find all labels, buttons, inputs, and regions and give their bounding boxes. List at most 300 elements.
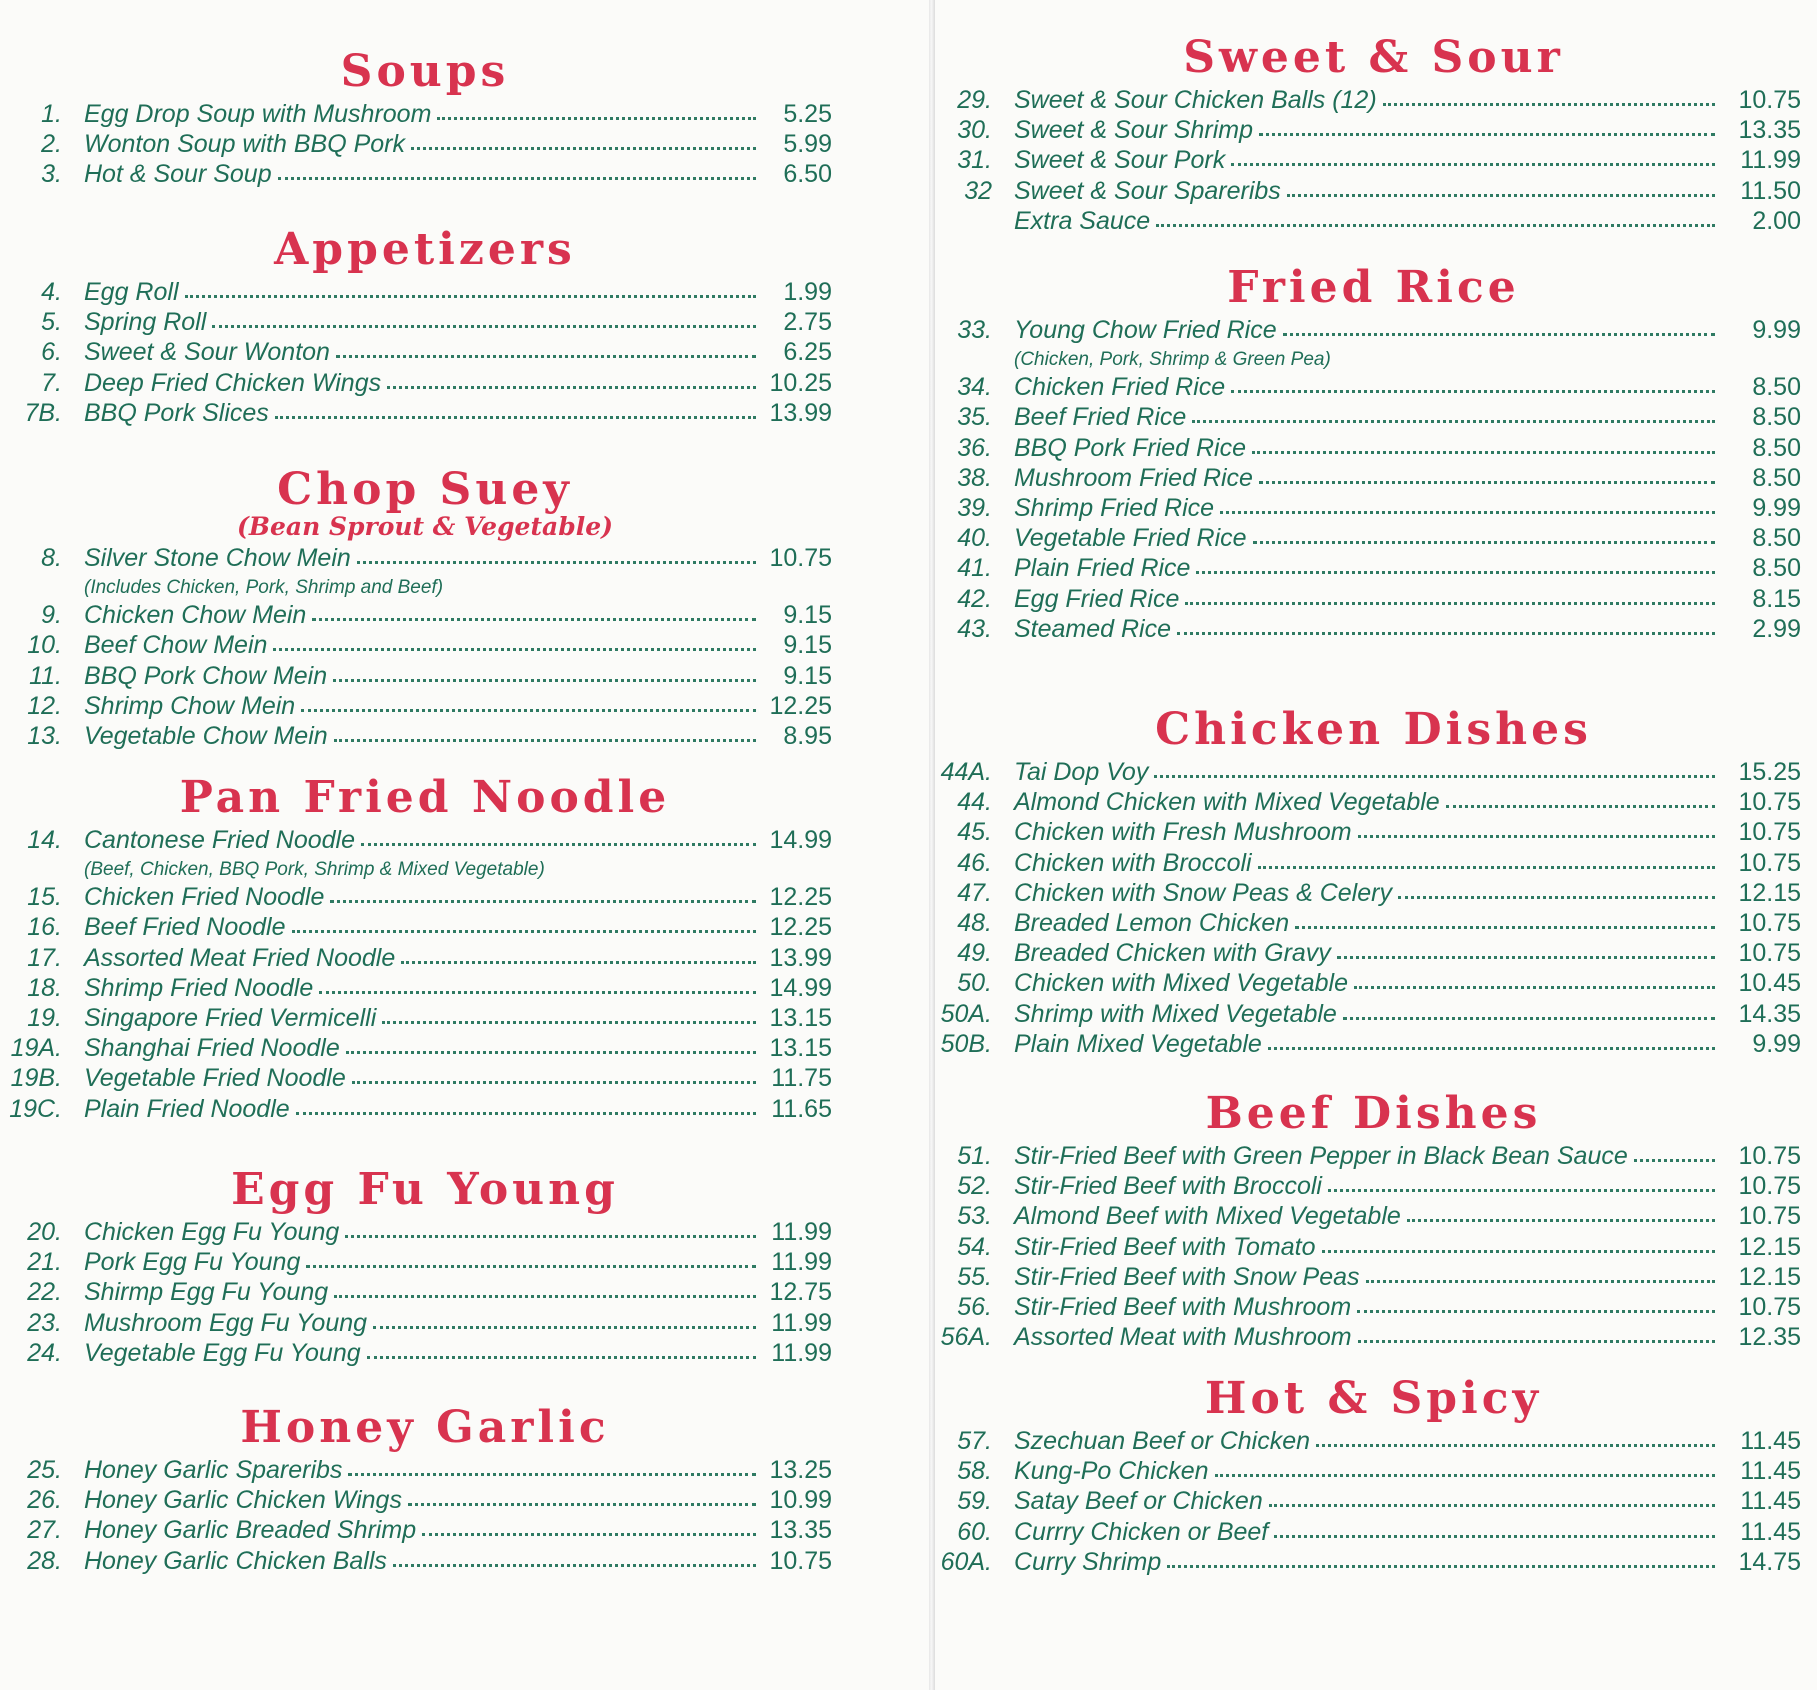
dot-leader xyxy=(1231,386,1715,393)
item-price: 12.25 xyxy=(769,883,832,912)
item-name: Chicken with Broccoli xyxy=(1014,848,1252,877)
menu-item xyxy=(930,1518,1801,1548)
item-number: 12. xyxy=(27,691,62,720)
item-name: Wonton Soup with BBQ Pork xyxy=(84,130,405,159)
menu-item xyxy=(930,1548,1801,1578)
section-soups xyxy=(0,46,850,191)
item-name: Almond Chicken with Mixed Vegetable xyxy=(1014,788,1440,817)
item-price: 10.75 xyxy=(769,1546,832,1575)
item-number: 56A. xyxy=(940,1323,992,1352)
dot-leader xyxy=(319,987,756,994)
item-number: 50. xyxy=(957,969,992,998)
item-name: Stir-Fried Beef with Snow Peas xyxy=(1014,1262,1360,1291)
item-number: 49. xyxy=(957,939,992,968)
item-name: Honey Garlic Chicken Balls xyxy=(84,1546,387,1575)
item-price: 10.75 xyxy=(1738,1172,1801,1201)
item-number: 52. xyxy=(957,1172,992,1201)
item-price: 5.25 xyxy=(783,100,832,128)
item-name: Sweet & Sour Spareribs xyxy=(1014,176,1281,205)
menu-item xyxy=(930,403,1801,433)
dot-leader xyxy=(292,926,756,933)
item-name: Honey Garlic Breaded Shrimp xyxy=(84,1516,417,1545)
item-list xyxy=(0,278,832,429)
dot-leader xyxy=(301,705,756,712)
item-price: 10.75 xyxy=(1738,939,1801,968)
item-price: 8.95 xyxy=(783,721,832,750)
dot-leader xyxy=(1358,831,1715,838)
item-list xyxy=(0,1218,832,1369)
dot-leader xyxy=(336,351,756,358)
item-price: 8.50 xyxy=(1752,403,1801,432)
menu-item xyxy=(930,758,1801,788)
item-number: 7. xyxy=(41,368,62,397)
dot-leader xyxy=(1268,1043,1715,1050)
item-note: (Chicken, Pork, Shrimp & Green Pea) xyxy=(1014,349,1331,371)
item-number: 55. xyxy=(957,1262,992,1291)
item-list xyxy=(0,100,832,191)
dot-leader xyxy=(1358,1336,1715,1343)
menu-item xyxy=(0,1278,832,1308)
item-number: 5. xyxy=(41,308,62,337)
dot-leader xyxy=(1231,159,1715,166)
item-name: Currry Chicken or Beef xyxy=(1014,1517,1269,1546)
item-price: 13.35 xyxy=(1738,116,1801,145)
item-name: Stir-Fried Beef with Tomato xyxy=(1014,1232,1316,1261)
dot-leader xyxy=(1185,598,1715,605)
dot-leader xyxy=(1398,892,1715,899)
dot-leader xyxy=(1259,129,1715,136)
menu-item xyxy=(0,1486,832,1516)
menu-item xyxy=(930,146,1801,176)
item-name: BBQ Pork Chow Mein xyxy=(84,661,328,690)
menu-item xyxy=(930,909,1801,939)
menu-item xyxy=(0,369,832,399)
menu-item xyxy=(0,944,832,974)
item-number: 27. xyxy=(27,1516,62,1545)
item-name: Beef Chow Mein xyxy=(84,631,268,660)
item-price: 13.99 xyxy=(769,943,832,972)
dot-leader xyxy=(1337,952,1715,959)
item-name: Chicken with Fresh Mushroom xyxy=(1014,818,1352,847)
section-heading: Soups xyxy=(340,46,510,97)
menu-item xyxy=(0,1516,832,1546)
dot-leader xyxy=(357,557,756,564)
item-name: Plain Mixed Vegetable xyxy=(1014,1029,1262,1058)
dot-leader xyxy=(312,614,756,621)
item-price: 10.75 xyxy=(769,544,832,572)
item-name: Plain Fried Noodle xyxy=(84,1094,290,1123)
dot-leader xyxy=(1253,537,1715,544)
item-name: Young Chow Fried Rice xyxy=(1014,316,1277,344)
item-price: 11.99 xyxy=(771,1308,832,1337)
menu-item xyxy=(930,1142,1801,1172)
dot-leader xyxy=(275,412,756,419)
item-number: 50B. xyxy=(940,1029,992,1058)
item-price: 9.15 xyxy=(783,601,832,630)
menu-item xyxy=(0,160,832,190)
item-price: 14.99 xyxy=(769,973,832,1002)
item-price: 6.25 xyxy=(783,338,832,367)
dot-leader xyxy=(346,1047,756,1054)
item-price: 9.99 xyxy=(1752,316,1801,344)
item-name: Assorted Meat Fried Noodle xyxy=(84,943,396,972)
item-name: Cantonese Fried Noodle xyxy=(84,826,355,854)
item-number: 34. xyxy=(957,373,992,402)
item-number: 56. xyxy=(957,1292,992,1321)
item-price: 12.35 xyxy=(1738,1323,1801,1352)
menu-item xyxy=(930,524,1801,554)
item-number: 8. xyxy=(41,544,62,572)
item-list xyxy=(930,316,1801,645)
menu-item xyxy=(930,1172,1801,1202)
section-honey-garlic xyxy=(0,1402,850,1577)
item-number: 6. xyxy=(41,338,62,367)
section-pan-fried-noodle xyxy=(0,772,850,1125)
menu-item xyxy=(930,1030,1801,1060)
item-number: 48. xyxy=(957,908,992,937)
item-price: 10.45 xyxy=(1738,969,1801,998)
menu-item xyxy=(0,1248,832,1278)
item-number: 9. xyxy=(41,601,62,630)
item-price: 10.75 xyxy=(1738,86,1801,114)
item-number: 19C. xyxy=(9,1094,62,1123)
dot-leader xyxy=(1156,220,1715,227)
menu-item xyxy=(930,554,1801,584)
item-number: 1. xyxy=(41,100,62,128)
item-price: 12.15 xyxy=(1738,878,1801,907)
item-name: Kung-Po Chicken xyxy=(1014,1457,1209,1486)
item-name: Shirmp Egg Fu Young xyxy=(84,1278,329,1307)
dot-leader xyxy=(1177,628,1715,635)
item-number: 57. xyxy=(957,1427,992,1455)
item-price: 8.50 xyxy=(1752,554,1801,583)
menu-item xyxy=(930,939,1801,969)
item-number: 7B. xyxy=(24,398,62,427)
item-number: 35. xyxy=(957,403,992,432)
dot-leader xyxy=(1283,329,1715,336)
menu-item xyxy=(930,1000,1801,1030)
item-price: 5.99 xyxy=(783,130,832,159)
item-name: Stir-Fried Beef with Green Pepper in Black Bean Sauce xyxy=(1014,1142,1628,1170)
dot-leader xyxy=(1357,1306,1715,1313)
item-price: 9.15 xyxy=(783,661,832,690)
menu-item xyxy=(0,338,832,368)
dot-leader xyxy=(273,644,756,651)
item-price: 9.15 xyxy=(783,631,832,660)
item-name: Chicken Fried Rice xyxy=(1014,373,1226,402)
item-price: 8.15 xyxy=(1752,584,1801,613)
dot-leader xyxy=(1343,1013,1715,1020)
dot-leader xyxy=(1154,771,1715,778)
menu-item xyxy=(930,434,1801,464)
item-price: 10.75 xyxy=(1738,1142,1801,1170)
item-name: Stir-Fried Beef with Broccoli xyxy=(1014,1172,1322,1201)
item-number: 42. xyxy=(957,584,992,613)
item-name: Egg Roll xyxy=(84,278,179,306)
item-name: Sweet & Sour Wonton xyxy=(84,338,330,367)
item-number: 51. xyxy=(957,1142,992,1170)
dot-leader xyxy=(1328,1185,1715,1192)
item-name: Plain Fried Rice xyxy=(1014,554,1191,583)
menu-item xyxy=(930,494,1801,524)
menu-item xyxy=(930,316,1801,346)
item-list xyxy=(930,86,1801,237)
menu-item xyxy=(930,1293,1801,1323)
dot-leader xyxy=(185,291,757,298)
item-number: 46. xyxy=(957,848,992,877)
menu-item xyxy=(930,1427,1801,1457)
dot-leader xyxy=(1295,922,1715,929)
item-number: 47. xyxy=(957,878,992,907)
item-number: 2. xyxy=(41,130,62,159)
item-price: 10.75 xyxy=(1738,908,1801,937)
section-heading: Beef Dishes xyxy=(1205,1088,1542,1139)
item-number: 31. xyxy=(957,146,992,175)
item-name: Honey Garlic Spareribs xyxy=(84,1456,343,1484)
item-name: Breaded Chicken with Gravy xyxy=(1014,939,1331,968)
item-name: Mushroom Fried Rice xyxy=(1014,463,1253,492)
item-name: Satay Beef or Chicken xyxy=(1014,1487,1263,1516)
item-name: Shanghai Fried Noodle xyxy=(84,1034,340,1063)
item-number: 22. xyxy=(27,1278,62,1307)
item-name: Steamed Rice xyxy=(1014,614,1172,643)
menu-item xyxy=(0,826,832,856)
item-name: Pork Egg Fu Young xyxy=(84,1248,301,1277)
item-price: 12.75 xyxy=(769,1278,832,1307)
item-price: 2.00 xyxy=(1752,206,1801,235)
item-number: 29. xyxy=(957,86,992,114)
item-number: 53. xyxy=(957,1202,992,1231)
dot-leader xyxy=(1258,862,1715,869)
item-number: 18. xyxy=(27,973,62,1002)
menu-item xyxy=(0,883,832,913)
item-name: BBQ Pork Fried Rice xyxy=(1014,433,1247,462)
item-number: 43. xyxy=(957,614,992,643)
dot-leader xyxy=(373,1322,756,1329)
item-list xyxy=(930,1427,1801,1578)
item-list xyxy=(930,758,1801,1060)
dot-leader xyxy=(1446,801,1715,808)
menu-item xyxy=(0,1547,832,1577)
item-price: 2.99 xyxy=(1752,614,1801,643)
section-fried-rice xyxy=(930,262,1817,645)
item-price: 12.25 xyxy=(769,691,832,720)
item-number: 21. xyxy=(27,1248,62,1277)
item-price: 12.25 xyxy=(769,913,832,942)
item-number: 33. xyxy=(957,316,992,344)
item-price: 13.15 xyxy=(769,1034,832,1063)
item-note: (Includes Chicken, Pork, Shrimp and Beef) xyxy=(84,577,444,599)
item-list xyxy=(930,1142,1801,1353)
menu-item xyxy=(930,1487,1801,1517)
section-appetizers xyxy=(0,224,850,429)
dot-leader xyxy=(334,1291,756,1298)
item-price: 14.35 xyxy=(1738,999,1801,1028)
menu-item xyxy=(0,1456,832,1486)
item-name: Vegetable Fried Noodle xyxy=(84,1064,346,1093)
item-price: 13.25 xyxy=(769,1456,832,1484)
section-beef-dishes xyxy=(930,1088,1817,1353)
dot-leader xyxy=(1287,190,1715,197)
item-number: 17. xyxy=(27,943,62,972)
menu-item xyxy=(0,1339,832,1369)
item-price: 1.99 xyxy=(783,278,832,306)
item-price: 6.50 xyxy=(783,160,832,189)
item-number: 30. xyxy=(957,116,992,145)
menu-item xyxy=(0,1218,832,1248)
item-name: Chicken Chow Mein xyxy=(84,601,307,630)
item-price: 14.75 xyxy=(1738,1547,1801,1576)
item-price: 11.50 xyxy=(1740,176,1801,205)
item-price: 11.65 xyxy=(771,1094,832,1123)
item-name: Almond Beef with Mixed Vegetable xyxy=(1014,1202,1401,1231)
item-number: 39. xyxy=(957,493,992,522)
item-name: Breaded Lemon Chicken xyxy=(1014,908,1290,937)
item-price: 10.99 xyxy=(769,1486,832,1515)
item-name: Beef Fried Rice xyxy=(1014,403,1187,432)
item-price: 11.45 xyxy=(1740,1517,1801,1546)
menu-item xyxy=(0,601,832,631)
section-heading: Honey Garlic xyxy=(240,1402,610,1453)
dot-leader xyxy=(1269,1500,1715,1507)
item-list xyxy=(0,826,832,1125)
item-number: 36. xyxy=(957,433,992,462)
dot-leader xyxy=(382,1017,756,1024)
item-price: 11.99 xyxy=(771,1248,832,1277)
section-heading: Hot & Spicy xyxy=(1204,1373,1543,1424)
item-name: Chicken Fried Noodle xyxy=(84,883,325,912)
item-name: Curry Shrimp xyxy=(1014,1547,1162,1576)
menu-item xyxy=(930,373,1801,403)
menu-item xyxy=(930,116,1801,146)
item-name: Egg Fried Rice xyxy=(1014,584,1180,613)
item-name: Chicken with Snow Peas & Celery xyxy=(1014,878,1392,907)
item-number: 45. xyxy=(957,818,992,847)
item-price: 11.45 xyxy=(1740,1457,1801,1486)
item-price: 8.50 xyxy=(1752,524,1801,553)
item-price: 11.99 xyxy=(771,1218,832,1246)
item-number: 38. xyxy=(957,463,992,492)
dot-leader xyxy=(348,1469,756,1476)
item-name: Extra Sauce xyxy=(1014,206,1151,235)
item-number: 10. xyxy=(27,631,62,660)
item-name: Beef Fried Noodle xyxy=(84,913,286,942)
item-number: 3. xyxy=(41,160,62,189)
item-number: 14. xyxy=(27,826,62,854)
item-price: 8.50 xyxy=(1752,373,1801,402)
item-price: 11.99 xyxy=(1740,146,1801,175)
item-price: 11.45 xyxy=(1740,1487,1801,1516)
dot-leader xyxy=(1366,1276,1715,1283)
menu-item xyxy=(930,1233,1801,1263)
item-name: Vegetable Fried Rice xyxy=(1014,524,1247,553)
dot-leader xyxy=(387,382,756,389)
section-hot-spicy xyxy=(930,1373,1817,1578)
item-price: 13.15 xyxy=(769,1003,832,1032)
dot-leader xyxy=(345,1231,756,1238)
menu-item xyxy=(930,879,1801,909)
menu-item xyxy=(0,399,832,429)
dot-leader xyxy=(408,1499,756,1506)
item-price: 9.99 xyxy=(1752,493,1801,522)
section-chop-suey xyxy=(0,464,850,752)
dot-leader xyxy=(1220,507,1715,514)
menu-item xyxy=(930,1323,1801,1353)
dot-leader xyxy=(1634,1155,1715,1162)
dot-leader xyxy=(334,735,756,742)
item-note: (Beef, Chicken, BBQ Pork, Shrimp & Mixed Vegetable) xyxy=(84,859,545,881)
dot-leader xyxy=(296,1108,756,1115)
item-name: Shrimp Fried Rice xyxy=(1014,493,1215,522)
section-heading: Appetizers xyxy=(274,224,576,275)
menu-item xyxy=(0,662,832,692)
item-price: 10.75 xyxy=(1738,818,1801,847)
menu-item xyxy=(930,788,1801,818)
item-name: Shrimp with Mixed Vegetable xyxy=(1014,999,1337,1028)
menu-item xyxy=(930,207,1801,237)
dot-leader xyxy=(306,1261,756,1268)
menu-item xyxy=(0,1064,832,1094)
item-name: Sweet & Sour Shrimp xyxy=(1014,116,1253,145)
item-price: 10.75 xyxy=(1738,848,1801,877)
item-number: 41. xyxy=(957,554,992,583)
section-chicken-dishes xyxy=(930,704,1817,1060)
item-name: Szechuan Beef or Chicken xyxy=(1014,1427,1311,1455)
menu-item xyxy=(0,913,832,943)
item-number: 60A. xyxy=(940,1547,992,1576)
item-number: 15. xyxy=(27,883,62,912)
dot-leader xyxy=(1322,1246,1715,1253)
item-name: Assorted Meat with Mushroom xyxy=(1014,1323,1352,1352)
item-name: BBQ Pork Slices xyxy=(84,398,269,427)
section-egg-fu-young xyxy=(0,1164,850,1369)
dot-leader xyxy=(393,1560,756,1567)
menu-item xyxy=(930,585,1801,615)
item-price: 9.99 xyxy=(1752,1029,1801,1058)
item-name: Mushroom Egg Fu Young xyxy=(84,1308,368,1337)
dot-leader xyxy=(1259,477,1715,484)
menu-item xyxy=(930,969,1801,999)
item-number: 19A. xyxy=(10,1034,62,1063)
item-name: Silver Stone Chow Mein xyxy=(84,544,351,572)
dot-leader xyxy=(1196,567,1715,574)
item-name: Sweet & Sour Chicken Balls (12) xyxy=(1014,86,1377,114)
item-name: Honey Garlic Chicken Wings xyxy=(84,1486,402,1515)
item-name: Vegetable Egg Fu Young xyxy=(84,1338,361,1367)
dot-leader xyxy=(401,957,756,964)
item-number: 16. xyxy=(27,913,62,942)
item-number: 44A. xyxy=(940,758,992,786)
item-name: Sweet & Sour Pork xyxy=(1014,146,1226,175)
menu-item xyxy=(930,1457,1801,1487)
dot-leader xyxy=(437,113,756,120)
menu-item xyxy=(930,615,1801,645)
menu-item xyxy=(930,1202,1801,1232)
menu-item xyxy=(0,130,832,160)
item-number: 13. xyxy=(27,721,62,750)
dot-leader xyxy=(1215,1470,1715,1477)
menu-item xyxy=(0,692,832,722)
dot-leader xyxy=(1407,1215,1715,1222)
section-subheading: (Bean Sprout & Vegetable) xyxy=(237,512,613,541)
dot-leader xyxy=(1167,1561,1715,1568)
dot-leader xyxy=(330,896,756,903)
item-number: 59. xyxy=(957,1487,992,1516)
menu-item xyxy=(0,974,832,1004)
item-name: Deep Fried Chicken Wings xyxy=(84,368,382,397)
menu-item xyxy=(0,544,832,574)
item-name: Shrimp Fried Noodle xyxy=(84,973,314,1002)
